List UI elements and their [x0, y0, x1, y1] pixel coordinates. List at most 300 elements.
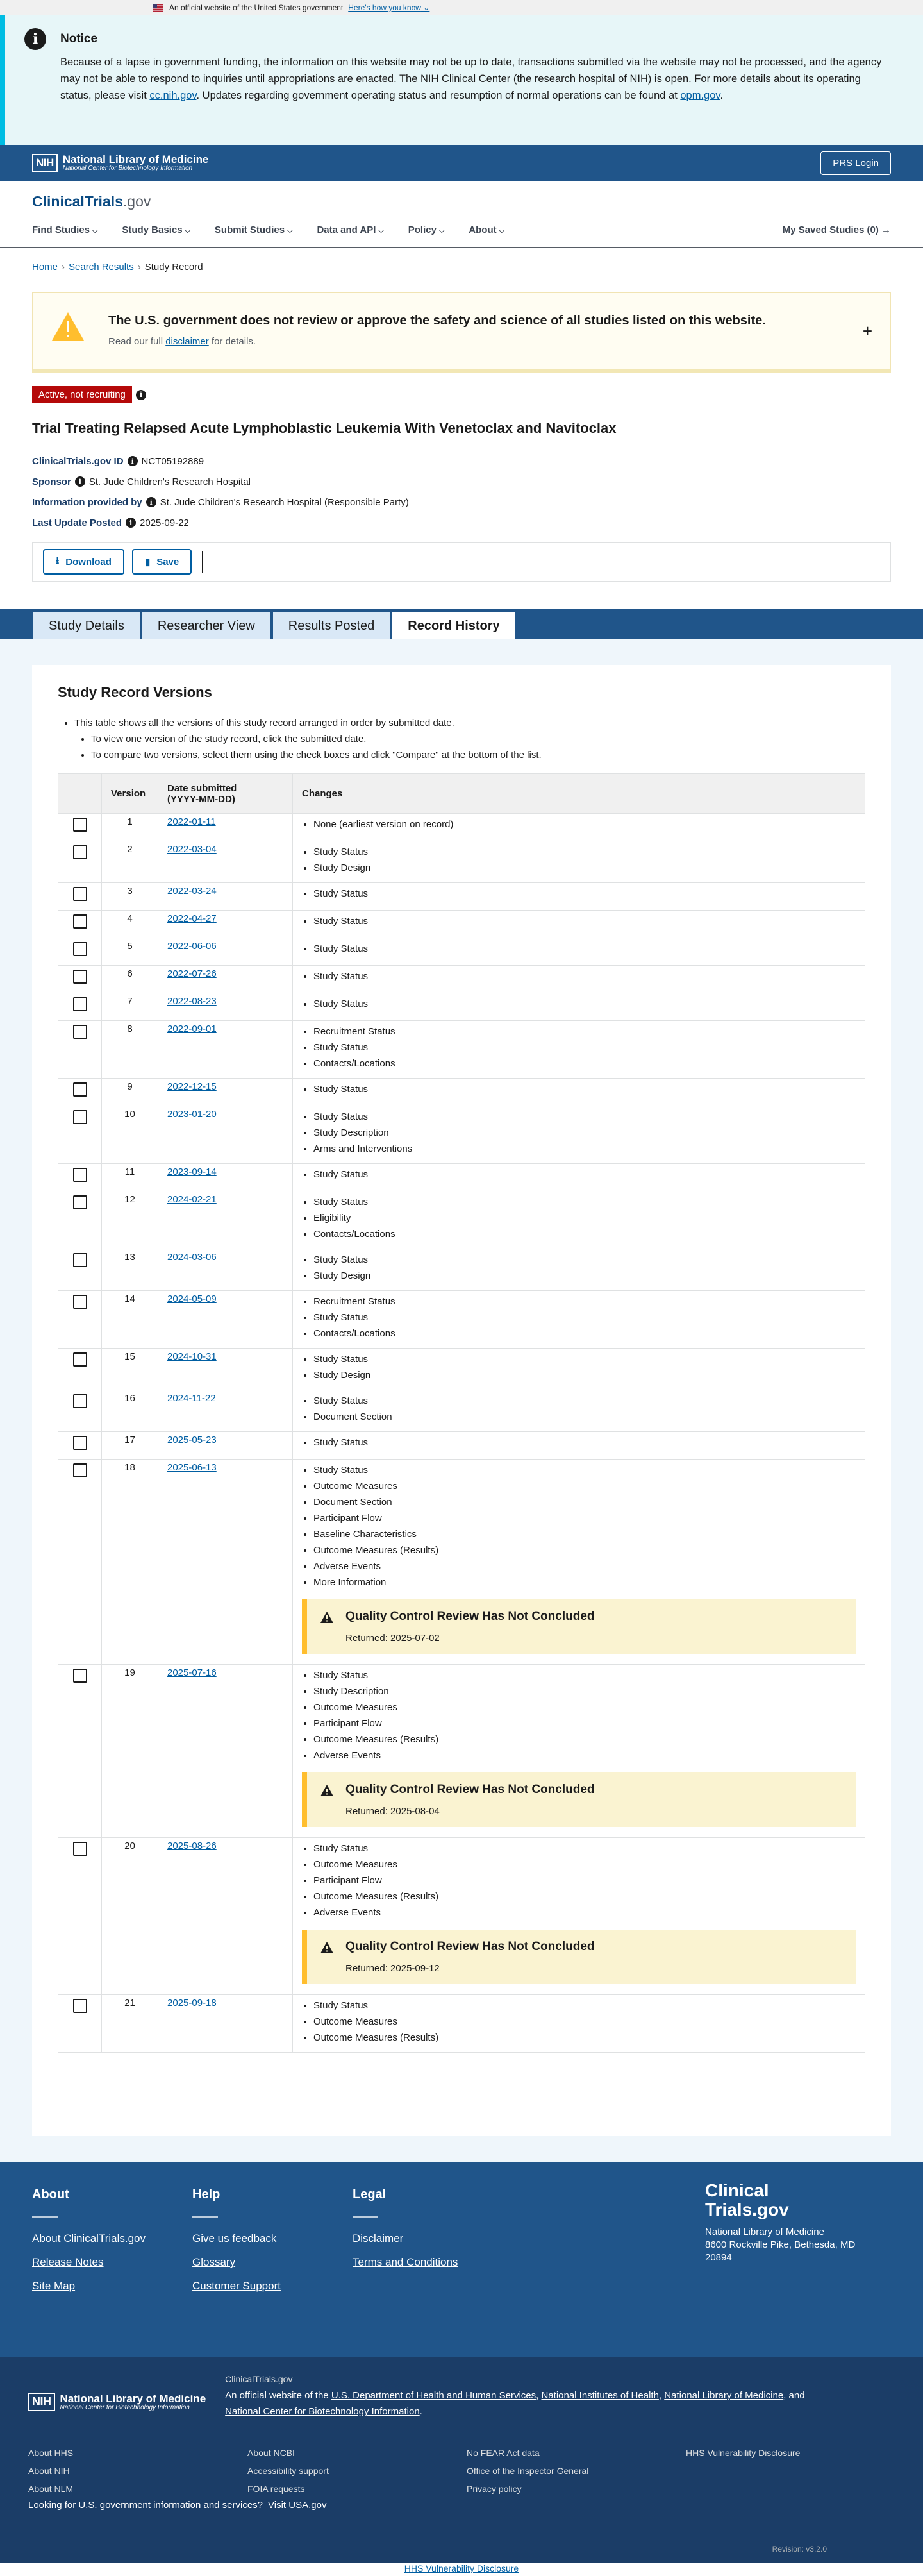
version-number: 6: [102, 966, 158, 993]
disclaimer-post: for details.: [208, 336, 256, 347]
compare-checkbox[interactable]: [73, 914, 87, 929]
agency-link[interactable]: About HHS: [28, 2448, 74, 2458]
notice-title: Notice: [60, 32, 98, 46]
change-item: • Baseline Characteristics: [313, 1526, 856, 1542]
footer-link[interactable]: Disclaimer: [353, 2232, 404, 2244]
version-number: 19: [102, 1665, 158, 1838]
nav-label: Submit Studies: [214, 224, 285, 235]
warning-icon: [51, 311, 85, 342]
compare-checkbox[interactable]: [73, 1352, 87, 1367]
changes-cell: [293, 1460, 865, 1665]
compare-checkbox[interactable]: [73, 1110, 87, 1124]
nav-about[interactable]: [469, 224, 504, 235]
changes-cell: [293, 1079, 865, 1106]
footer-link[interactable]: Release Notes: [32, 2256, 104, 2268]
nav-study-basics[interactable]: [122, 224, 190, 235]
version-number: 1: [102, 814, 158, 841]
footer-brand: [705, 2181, 865, 2264]
footer-agency: [0, 2357, 923, 2500]
breadcrumb: [0, 248, 923, 285]
heres-how-you-know-link[interactable]: Here's how you know ⌄: [348, 3, 429, 12]
version-date-link[interactable]: 2022-03-04: [167, 844, 217, 855]
chevron-down-icon: ⌵: [185, 227, 190, 235]
divider: [353, 2216, 378, 2218]
version-date-link[interactable]: 2022-07-26: [167, 968, 217, 979]
compare-checkbox[interactable]: [73, 1253, 87, 1267]
footer-link[interactable]: Glossary: [192, 2256, 236, 2268]
tab-study-details[interactable]: Study Details: [32, 611, 141, 639]
version-date-link[interactable]: 2023-09-14: [167, 1166, 217, 1177]
change-item: • Study Design: [313, 1367, 856, 1383]
table-footer-row: [58, 2053, 865, 2101]
changes-cell: [293, 814, 865, 841]
table-row: [58, 1390, 865, 1432]
version-number: 16: [102, 1390, 158, 1432]
study-meta: [32, 451, 891, 533]
version-number: 11: [102, 1164, 158, 1191]
prs-login-button[interactable]: PRS Login: [820, 151, 891, 175]
table-row: [58, 1249, 865, 1291]
usa-gov-link[interactable]: Visit USA.gov: [268, 2500, 327, 2511]
footer-nlm-sub: National Center for Biotechnology Information: [60, 2403, 190, 2411]
chevron-down-icon: ⌵: [92, 227, 98, 235]
select-cell: [58, 883, 102, 911]
us-flag-icon: [153, 4, 163, 12]
site-header: [0, 181, 923, 248]
nav-label: Study Basics: [122, 224, 183, 235]
logo-main: ClinicalTrials: [32, 193, 123, 210]
compare-checkbox[interactable]: [73, 1295, 87, 1309]
changes-cell: [293, 841, 865, 883]
nav-submit-studies[interactable]: [215, 224, 293, 235]
compare-checkbox[interactable]: [73, 1394, 87, 1408]
version-date-link[interactable]: 2022-09-01: [167, 1023, 217, 1034]
info-icon: i: [24, 28, 46, 50]
period: .: [419, 2406, 422, 2417]
date-cell: [158, 938, 293, 966]
change-item: • Contacts/Locations: [313, 1056, 856, 1072]
chevron-down-icon: ⌵: [438, 227, 445, 235]
version-number: 5: [102, 938, 158, 966]
version-date-link[interactable]: 2024-03-06: [167, 1252, 217, 1263]
change-item: • Study Status: [313, 844, 856, 860]
action-bar: [32, 542, 891, 582]
change-item: • Arms and Interventions: [313, 1141, 856, 1157]
change-item: • Study Status: [313, 1309, 856, 1326]
col-version: Version: [102, 774, 158, 814]
tab-record-history[interactable]: Record History: [391, 611, 516, 639]
breadcrumb-separator: ›: [62, 262, 65, 273]
table-row: [58, 1665, 865, 1838]
change-item: • Study Status: [313, 1462, 856, 1478]
footer-link[interactable]: Customer Support: [192, 2280, 281, 2292]
change-item: • Outcome Measures (Results): [313, 1889, 856, 1905]
date-cell: [158, 814, 293, 841]
change-item: • Study Status: [313, 1393, 856, 1409]
nav-label: Policy: [408, 224, 437, 235]
agency-link[interactable]: Office of the Inspector General: [467, 2466, 589, 2476]
version-date-link[interactable]: 2022-08-23: [167, 996, 217, 1007]
changes-cell: [293, 1191, 865, 1249]
version-number: 10: [102, 1106, 158, 1164]
change-item: • Participant Flow: [313, 1715, 856, 1731]
agency-link[interactable]: About NLM: [28, 2484, 74, 2494]
qc-returned: Returned: 2025-08-04: [345, 1806, 440, 1817]
warning-icon: [320, 1941, 334, 1974]
changes-cell: [293, 1106, 865, 1164]
version-date-link[interactable]: 2024-02-21: [167, 1194, 217, 1205]
select-cell: [58, 938, 102, 966]
select-cell: [58, 1349, 102, 1390]
revision: Revision: v3.2.0: [772, 2545, 827, 2554]
version-number: 7: [102, 993, 158, 1021]
changes-cell: [293, 1021, 865, 1079]
version-date-link[interactable]: 2024-05-09: [167, 1293, 217, 1304]
nlm-link[interactable]: National Library of Medicine: [664, 2390, 784, 2401]
site-logo[interactable]: [32, 181, 891, 210]
divider: [32, 2216, 58, 2218]
version-date-link[interactable]: 2025-05-23: [167, 1435, 217, 1445]
change-item: • Document Section: [313, 1494, 856, 1510]
changes-cell: [293, 883, 865, 911]
compare-checkbox[interactable]: [73, 818, 87, 832]
date-cell: [158, 1191, 293, 1249]
logo-gov: .gov: [122, 193, 151, 210]
change-item: • Study Status: [313, 913, 856, 929]
agency-link[interactable]: No FEAR Act data: [467, 2448, 540, 2458]
agency-link[interactable]: HHS Vulnerability Disclosure: [686, 2448, 801, 2458]
info-icon[interactable]: i: [146, 497, 156, 507]
footer-about: [32, 2187, 192, 2357]
select-cell: [58, 1164, 102, 1191]
version-date-link[interactable]: 2025-06-13: [167, 1462, 217, 1473]
change-item: • Outcome Measures: [313, 2014, 856, 2030]
select-cell: [58, 1021, 102, 1079]
change-item: • Study Status: [313, 1667, 856, 1683]
qc-alert: [302, 1930, 856, 1984]
table-row: [58, 1349, 865, 1390]
usa-gov-prompt: [28, 2500, 895, 2511]
and-word: , and: [783, 2390, 805, 2401]
intro-text: This table shows all the versions of this study record arranged in order by submitted date.: [74, 718, 454, 728]
qc-title: Quality Control Review Has Not Concluded: [345, 1783, 595, 1796]
nct-id: NCT05192889: [141, 455, 204, 467]
table-row: [58, 1021, 865, 1079]
compare-checkbox[interactable]: [73, 970, 87, 984]
change-item: • Contacts/Locations: [313, 1326, 856, 1342]
table-row: [58, 993, 865, 1021]
comma: ,: [658, 2390, 665, 2401]
info-icon[interactable]: i: [128, 456, 138, 466]
change-item: • Participant Flow: [313, 1873, 856, 1889]
date-cell: [158, 1460, 293, 1665]
table-row: [58, 1432, 865, 1460]
nav-data-and-api[interactable]: [317, 224, 383, 235]
disclaimer-title: The U.S. government does not review or approve the safety and science of all studies listed on this website.: [108, 314, 766, 328]
change-item: • Document Section: [313, 1409, 856, 1425]
table-row: [58, 883, 865, 911]
change-item: • Outcome Measures (Results): [313, 1542, 856, 1558]
select-cell: [58, 1665, 102, 1838]
records-intro: [58, 715, 865, 763]
col-date-label: Date submitted: [167, 782, 237, 794]
disclaimer-alert: [32, 292, 891, 373]
info-provided-label: Information provided by: [32, 496, 142, 508]
agency-links: [28, 2444, 895, 2498]
agency-link[interactable]: Privacy policy: [467, 2484, 522, 2494]
select-cell: [58, 1995, 102, 2053]
table-row: [58, 938, 865, 966]
compare-checkbox[interactable]: [73, 1195, 87, 1209]
compare-checkbox[interactable]: [73, 1463, 87, 1477]
change-item: • Study Status: [313, 1081, 856, 1097]
date-cell: [158, 1021, 293, 1079]
date-cell: [158, 1995, 293, 2053]
nlm-logo[interactable]: [32, 154, 208, 172]
version-number: 21: [102, 1995, 158, 2053]
info-icon[interactable]: i: [136, 390, 146, 400]
my-saved-studies-link[interactable]: My Saved Studies (0) →: [782, 224, 891, 235]
compare-checkbox[interactable]: [73, 887, 87, 901]
col-date-format: (YYYY-MM-DD): [167, 793, 235, 805]
nav-find-studies[interactable]: [32, 224, 97, 235]
change-item: • Study Status: [313, 1109, 856, 1125]
records-title: Study Record Versions: [58, 684, 212, 700]
agency-link[interactable]: FOIA requests: [247, 2484, 305, 2494]
table-row: [58, 1838, 865, 1995]
record-history-section: [0, 639, 923, 2162]
select-cell: [58, 1291, 102, 1349]
change-item: • Study Status: [313, 886, 856, 902]
nav-label: Data and API: [317, 224, 376, 235]
version-date-link[interactable]: 2024-10-31: [167, 1351, 217, 1362]
footer-nlm-logo[interactable]: [28, 2384, 206, 2420]
footer-brand-title: [705, 2181, 865, 2219]
change-item: • None (earliest version on record): [313, 816, 856, 832]
compare-checkbox[interactable]: [73, 997, 87, 1011]
table-row: [58, 841, 865, 883]
version-number: 15: [102, 1349, 158, 1390]
version-number: 20: [102, 1838, 158, 1995]
compare-checkbox[interactable]: [73, 1082, 87, 1097]
changes-cell: [293, 1164, 865, 1191]
version-number: 12: [102, 1191, 158, 1249]
notice-text-c: .: [720, 90, 724, 101]
select-cell: [58, 1079, 102, 1106]
footer-address: [705, 2226, 865, 2264]
funding-notice: [0, 15, 923, 145]
change-item: • Study Design: [313, 1268, 856, 1284]
change-item: • Outcome Measures (Results): [313, 2030, 856, 2046]
breadcrumb-search-results[interactable]: Search Results: [69, 262, 134, 273]
change-item: • Outcome Measures: [313, 1856, 856, 1873]
footer-link[interactable]: Give us feedback: [192, 2232, 277, 2244]
breadcrumb-home[interactable]: Home: [32, 262, 58, 273]
select-cell: [58, 1432, 102, 1460]
info-provided-value: St. Jude Children's Research Hospital (Responsible Party): [160, 496, 409, 508]
changes-cell: [293, 1390, 865, 1432]
table-row: [58, 966, 865, 993]
save-button[interactable]: [132, 549, 192, 575]
compare-checkbox[interactable]: [73, 1025, 87, 1039]
col-date: [158, 774, 293, 814]
ct-small: ClinicalTrials.gov: [225, 2374, 293, 2384]
footer-heading: Legal: [353, 2187, 387, 2201]
date-cell: [158, 1838, 293, 1995]
date-cell: [158, 1164, 293, 1191]
agency-link[interactable]: About NCBI: [247, 2448, 295, 2458]
change-item: • More Information: [313, 1574, 856, 1590]
date-cell: [158, 1349, 293, 1390]
versions-table: [58, 773, 865, 2101]
cc-nih-link[interactable]: cc.nih.gov: [149, 90, 197, 101]
change-item: • Study Status: [313, 1435, 856, 1451]
info-icon[interactable]: i: [75, 476, 85, 487]
table-row: [58, 1079, 865, 1106]
gov-banner-text: An official website of the United States government: [169, 3, 344, 12]
date-cell: [158, 1432, 293, 1460]
info-icon[interactable]: i: [126, 518, 136, 528]
table-row: [58, 911, 865, 938]
change-item: • Study Status: [313, 1840, 856, 1856]
date-cell: [158, 1249, 293, 1291]
table-row: [58, 1164, 865, 1191]
qc-alert: [302, 1772, 856, 1827]
agency-link[interactable]: About NIH: [28, 2466, 70, 2476]
version-number: 18: [102, 1460, 158, 1665]
changes-cell: [293, 993, 865, 1021]
warning-icon: [320, 1611, 334, 1644]
change-item: • Adverse Events: [313, 1558, 856, 1574]
tab-researcher-view[interactable]: Researcher View: [141, 611, 272, 639]
intro-item: [74, 715, 865, 763]
version-number: 17: [102, 1432, 158, 1460]
divider: [202, 551, 203, 573]
date-cell: [158, 1390, 293, 1432]
compare-checkbox[interactable]: [73, 1669, 87, 1683]
changes-cell: [293, 1349, 865, 1390]
notice-text-a: Because of a lapse in government funding, the information on this website may not be up to date, transactions submitted via the website may not be processed, and the agency may not be able to respond to inquiries until appropriations are enacted. The NIH Clinical Center (the research hospital of NIH) is open. For more details about its operating status, please visit: [60, 56, 882, 101]
qc-title: Quality Control Review Has Not Concluded: [345, 1610, 595, 1623]
date-cell: [158, 883, 293, 911]
version-number: 4: [102, 911, 158, 938]
id-label: ClinicalTrials.gov ID: [32, 455, 124, 467]
hhs-vulnerability-link[interactable]: HHS Vulnerability Disclosure: [404, 2563, 519, 2573]
compare-checkbox[interactable]: [73, 1436, 87, 1450]
changes-cell: [293, 1665, 865, 1838]
footer-link[interactable]: Site Map: [32, 2280, 76, 2292]
table-row: [58, 1191, 865, 1249]
change-item: • Study Design: [313, 860, 856, 876]
date-cell: [158, 841, 293, 883]
footer-help: [192, 2187, 353, 2357]
version-date-link[interactable]: 2022-03-24: [167, 886, 217, 897]
change-item: • Study Status: [313, 1351, 856, 1367]
opm-link[interactable]: opm.gov: [680, 90, 720, 101]
version-date-link[interactable]: 2022-06-06: [167, 941, 217, 952]
ncbi-link[interactable]: National Center for Biotechnology Information: [225, 2406, 420, 2417]
select-cell: [58, 814, 102, 841]
compare-checkbox[interactable]: [73, 1168, 87, 1182]
nav-policy[interactable]: [408, 224, 445, 235]
footer-top: [0, 2162, 923, 2357]
date-cell: [158, 1106, 293, 1164]
compare-checkbox[interactable]: [73, 942, 87, 956]
divider: [192, 2216, 218, 2218]
version-date-link[interactable]: 2022-12-15: [167, 1081, 217, 1092]
version-date-link[interactable]: 2024-11-22: [167, 1393, 216, 1404]
footer-heading: About: [32, 2187, 69, 2201]
table-row: [58, 1291, 865, 1349]
expand-plus-icon[interactable]: +: [862, 321, 872, 341]
chevron-down-icon: ⌵: [287, 227, 293, 235]
address-line-1: National Library of Medicine: [705, 2227, 824, 2237]
usa-question: Looking for U.S. government information and services?: [28, 2500, 263, 2511]
changes-cell: [293, 938, 865, 966]
version-date-link[interactable]: 2025-09-18: [167, 1998, 217, 2008]
disclaimer-pre: Read our full: [108, 336, 166, 347]
nlm-name: National Library of Medicine: [62, 153, 209, 165]
version-date-link[interactable]: 2023-01-20: [167, 1109, 217, 1120]
brand-line-2: Trials.gov: [705, 2200, 789, 2219]
table-row: [58, 814, 865, 841]
hhs-link[interactable]: U.S. Department of Health and Human Services: [331, 2390, 536, 2401]
intro-bullet: • To compare two versions, select them using the check boxes and click "Compare" at the bottom of the list.: [91, 747, 865, 763]
change-item: • Eligibility: [313, 1210, 856, 1226]
record-history-card: [32, 665, 891, 2136]
select-cell: [58, 841, 102, 883]
select-cell: [58, 966, 102, 993]
compare-checkbox[interactable]: [73, 845, 87, 859]
nih-logo-icon: NIH: [32, 154, 58, 172]
version-date-link[interactable]: 2025-07-16: [167, 1667, 217, 1678]
col-select: [58, 774, 102, 814]
change-item: • Study Status: [313, 1998, 856, 2014]
change-item: • Adverse Events: [313, 1747, 856, 1764]
changes-cell: [293, 1995, 865, 2053]
disclaimer-link[interactable]: disclaimer: [165, 336, 209, 347]
footer-link[interactable]: About ClinicalTrials.gov: [32, 2232, 146, 2244]
chevron-down-icon: ⌵: [499, 227, 504, 235]
col-changes: Changes: [293, 774, 865, 814]
tab-results-posted[interactable]: Results Posted: [272, 611, 392, 639]
footer-link[interactable]: Terms and Conditions: [353, 2256, 458, 2268]
table-header-row: [58, 774, 865, 814]
sponsor-value: St. Jude Children's Research Hospital: [88, 476, 251, 487]
select-cell: [58, 1390, 102, 1432]
table-row: [58, 1995, 865, 2053]
compare-checkbox[interactable]: [73, 1842, 87, 1856]
select-cell: [58, 1838, 102, 1995]
footer-heading: Help: [192, 2187, 220, 2201]
version-date-link[interactable]: 2022-01-11: [167, 816, 216, 827]
version-date-link[interactable]: 2025-08-26: [167, 1840, 217, 1851]
breadcrumb-current: Study Record: [144, 262, 203, 273]
agency-link[interactable]: Accessibility support: [247, 2466, 329, 2476]
changes-cell: [293, 1432, 865, 1460]
date-cell: [158, 1291, 293, 1349]
version-date-link[interactable]: 2022-04-27: [167, 913, 217, 924]
compare-checkbox[interactable]: [73, 1999, 87, 2013]
table-row: [58, 1106, 865, 1164]
download-button[interactable]: [43, 549, 124, 575]
nih-link[interactable]: National Institutes of Health: [541, 2390, 659, 2401]
date-cell: [158, 966, 293, 993]
changes-cell: [293, 1249, 865, 1291]
last-update-label: Last Update Posted: [32, 517, 122, 528]
hhs-vulnerability-bar: [0, 2563, 923, 2576]
qc-returned: Returned: 2025-07-02: [345, 1633, 440, 1644]
